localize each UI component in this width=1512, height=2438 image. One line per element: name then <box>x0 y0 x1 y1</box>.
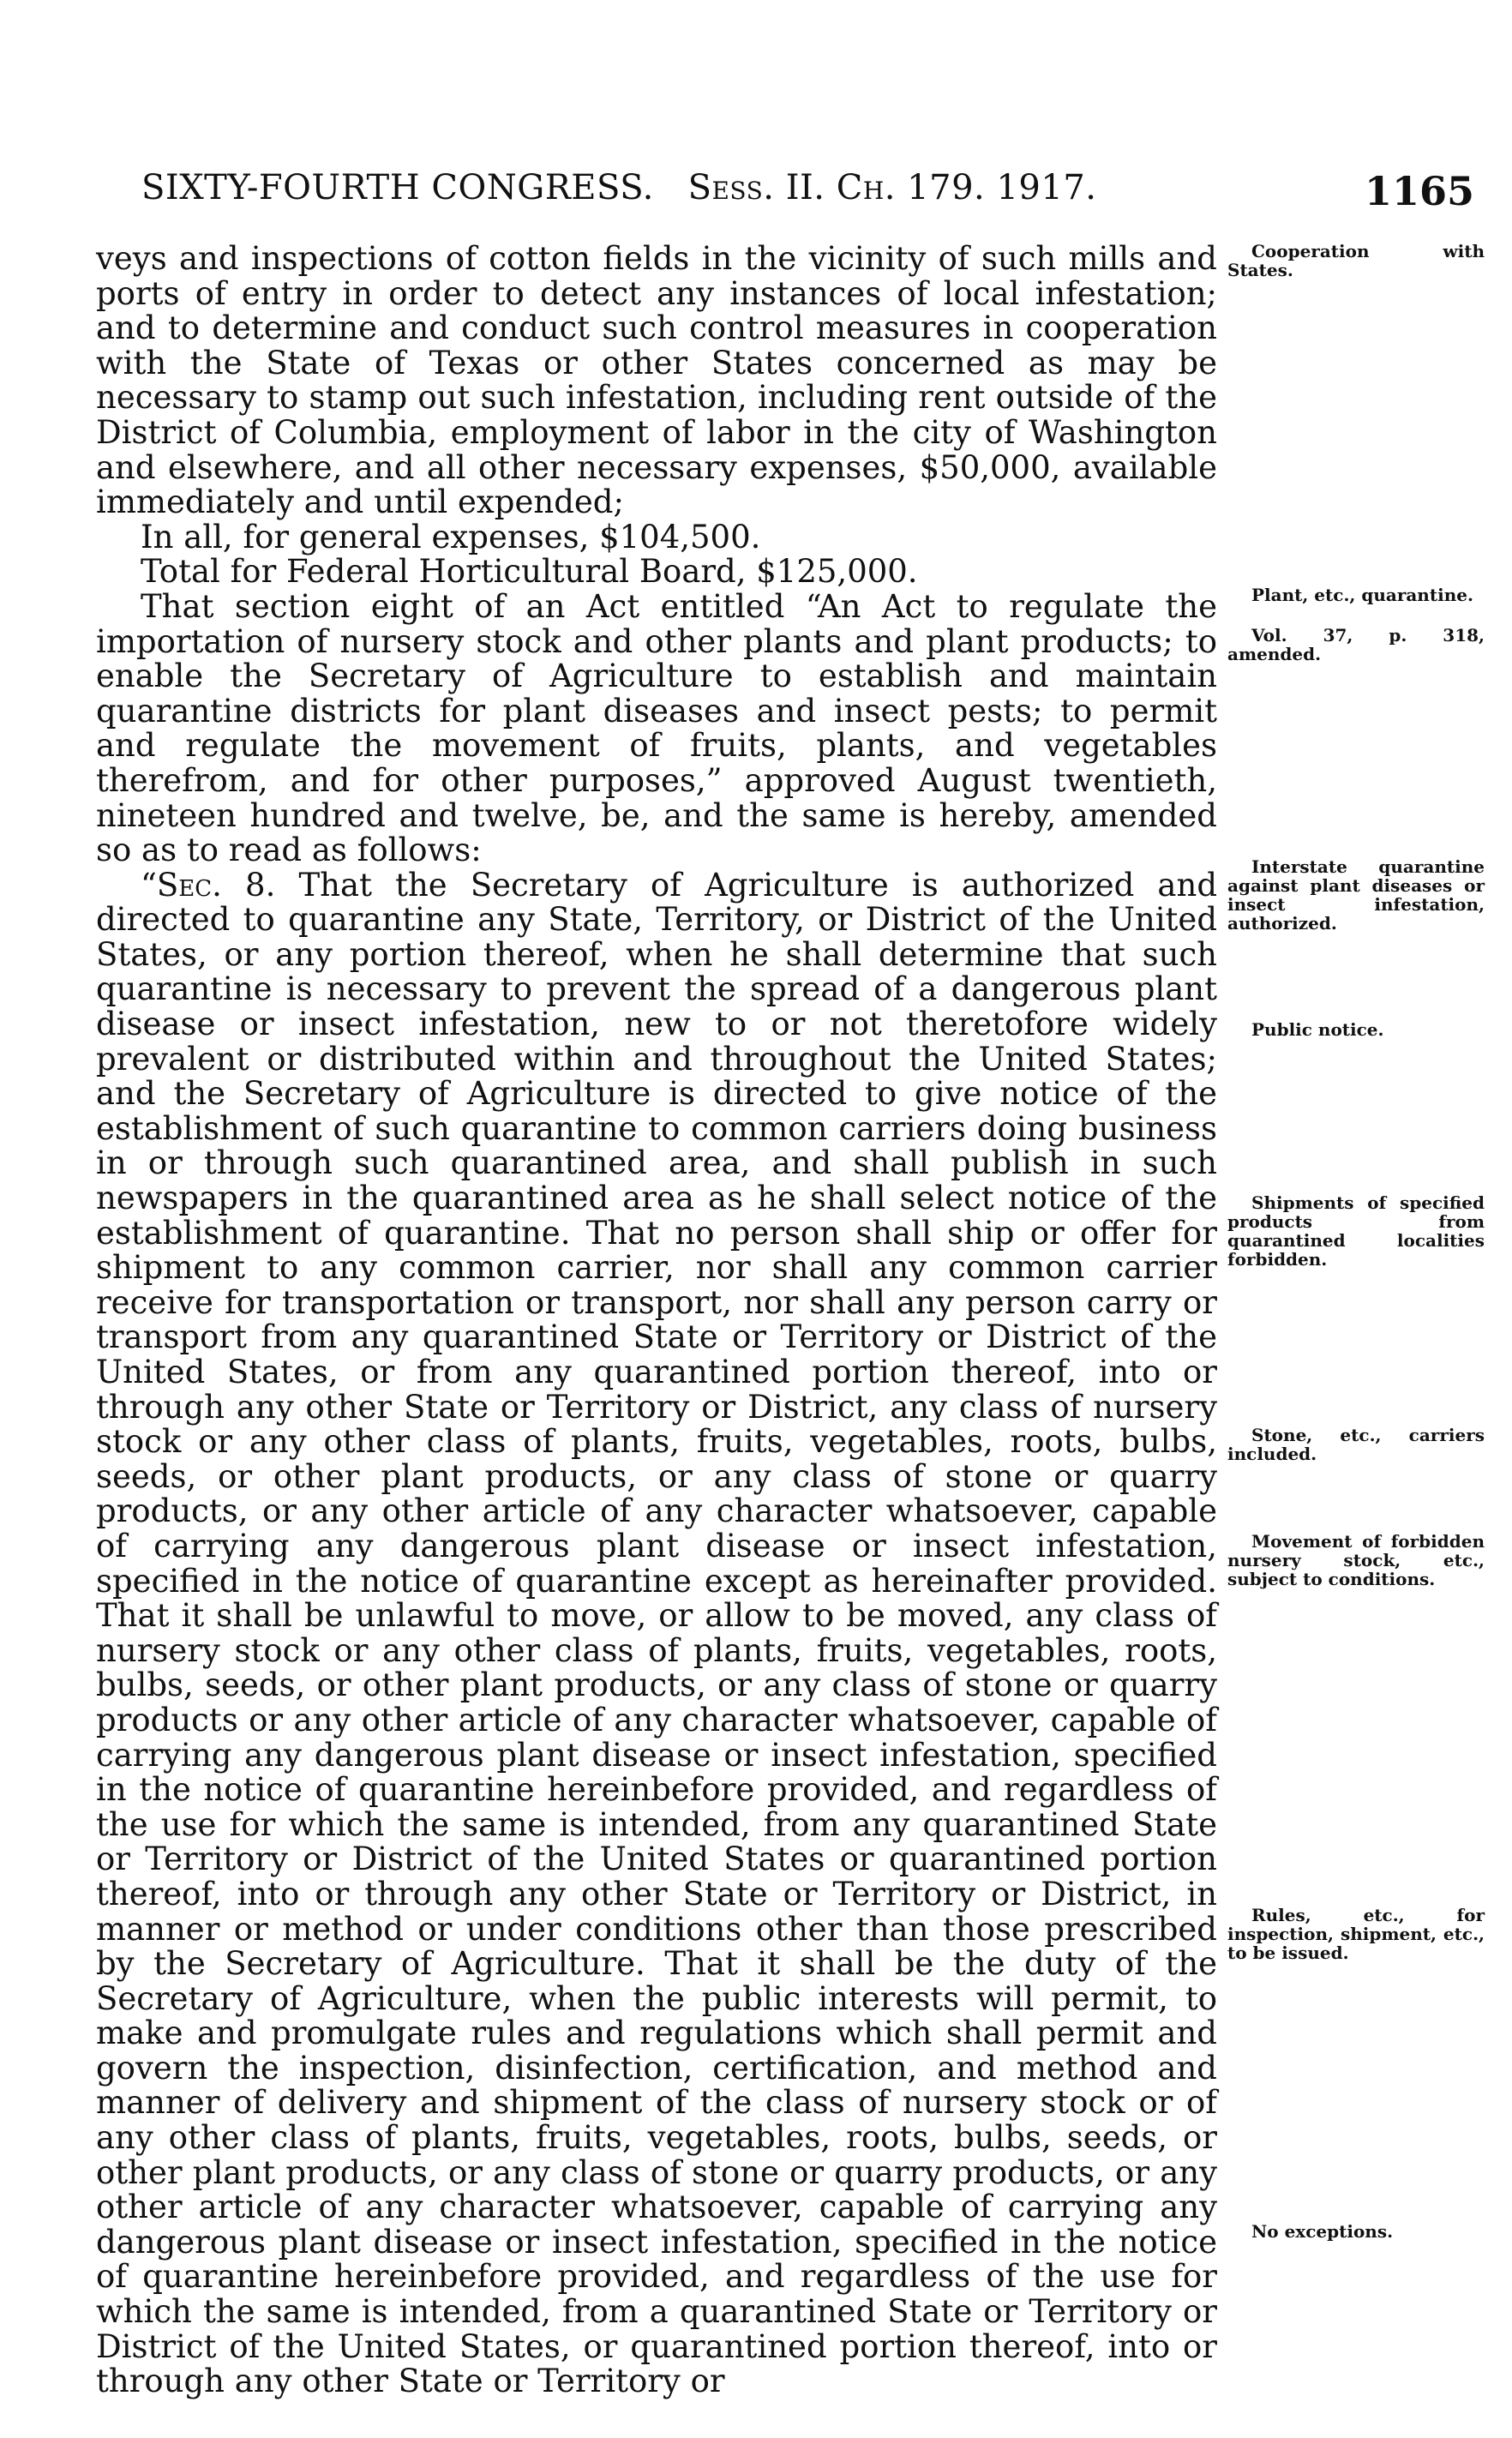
running-head-congress: SIXTY-FOURTH CONGRESS. <box>141 168 654 207</box>
section-label: Sec. 8. <box>156 866 276 904</box>
margin-note-shipments: Shipments of specified products from quarantined localities forbidden. <box>1227 1192 1485 1270</box>
section-text: That the Secretary of Agriculture is authorized and directed to quarantine any State, Territory, or District of the United States, or any portion thereof, when he shall determine that such quarantine is necessary to prevent the spread of a dangerous plant disease or insect infestation, new to or not theretofore widely prevalent or distributed within and throughout the United States; and the Secretary of Agriculture is directed to give notice of the establishment of such quarantine to common carriers doing business in or through such quarantined area, and shall publish in such newspapers in the quarantined area as he shall select notice of the establishment of quarantine. That no person shall ship or offer for shipment to any common carrier, nor shall any common carrier receive for transportation or transport, nor shall any person carry or transport from any quarantined State or Territory or District of the United States, or from any quarantined portion thereof, into or through any other State or Territory or District, any class of nursery stock or any other class of plants, fruits, vegetables, roots, bulbs, seeds, or other plant products, or any class of stone or quarry products, or any other article of any character whatsoever, capable of carrying any dangerous plant disease or insect infestation, specified in the notice of quarantine except as hereinafter provided. That it shall be unlawful to move, or allow to be moved, any class of nursery stock or any other class of plants, fruits, vegetables, roots, bulbs, seeds, or other plant products, or any class of stone or quarry products or any other article of any character whatsoever, capable of carrying any dangerous plant disease or insect infestation, specified in the notice of quarantine hereinbefore provided, and regardless of the use for which the same is intended, from any quarantined State or Territory or District of the United States or quarantined portion thereof, into or through any other State or Territory or District, in manner or method or under conditions other than those prescribed by the Secretary of Agriculture. That it shall be the duty of the Secretary of Agriculture, when the public interests will permit, to make and promulgate rules and regulations which shall permit and govern the inspection, disinfection, certification, and method and manner of delivery and shipment of the class of nursery stock or of any other class of plants, fruits, vegetables, roots, bulbs, seeds, or other plant products, or any class of stone or quarry products, or any other article of any character whatsoever, capable of carrying any dangerous plant disease or insect infestation, specified in the notice of quarantine hereinbefore provided, and regardless of the use for which the same is intended, from a quarantined State or Territory or District of the United States, or quarantined portion thereof, into or through any other State or Territory or <box>96 866 1218 2400</box>
margin-note-interstate-quarantine: Interstate quarantine against plant diseases or insect infestation, authorized. <box>1227 856 1485 934</box>
margin-note-public-notice: Public notice. <box>1251 1019 1384 1040</box>
page-number: 1165 <box>1364 168 1474 214</box>
margin-note-vol-37: Vol. 37, p. 318, amended. <box>1227 625 1485 664</box>
margin-note-cooperation: Cooperation with States. <box>1227 241 1485 280</box>
open-quote: “ <box>141 866 157 904</box>
paragraph-continued: veys and inspections of cotton fields in the vicinity of such mills and ports of entry in order to detect any instances of local infestation; and to determine and conduct such control measures in cooperation with the State of Texas or other States concerned as may be necessary to stamp out such infestation, including rent outside of the District of Columbia, employment of labor in the city of Washington and elsewhere, and all other necessary expenses, $50,000, available immediately and until expended; <box>96 240 1217 521</box>
margin-note-no-exceptions: No exceptions. <box>1251 2221 1394 2242</box>
margin-note-rules: Rules, etc., for inspection, shipment, etc., to be issued. <box>1227 1905 1485 1963</box>
margin-note-plant-quarantine: Plant, etc., quarantine. <box>1251 585 1473 605</box>
margin-note-stone-carriers: Stone, etc., carriers included. <box>1227 1425 1485 1464</box>
page-header <box>141 168 1474 219</box>
paragraph-total: Total for Federal Horticultural Board, $125,000. <box>141 553 918 591</box>
running-head-session: Sess. II. Ch. 179. 1917. <box>687 168 1097 207</box>
paragraph-general-expenses: In all, for general expenses, $104,500. <box>141 518 761 555</box>
body-text <box>96 242 1217 2399</box>
paragraph-amendment: That section eight of an Act entitled “An Act to regulate the importation of nursery stock and other plants and plant products; to enable the Secretary of Agriculture to establish and maintain quarantine districts for plant diseases and insect pests; to permit and regulate the movement of fruits, plants, and vegetables therefrom, and for other purposes,” approved August twentieth, nineteen hundred and twelve, be, and the same is hereby, amended so as to read as follows: <box>96 587 1217 869</box>
paragraph-section-8 <box>96 868 1217 2399</box>
margin-note-movement: Movement of forbidden nursery stock, etc., subject to conditions. <box>1227 1531 1485 1589</box>
running-head <box>141 168 1096 207</box>
